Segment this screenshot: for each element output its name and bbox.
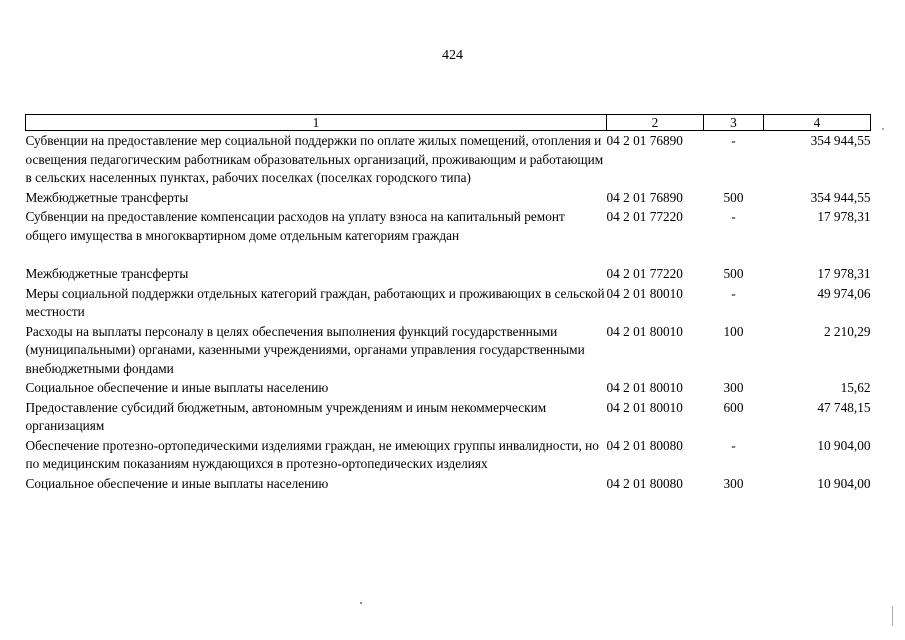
table-row — [26, 398, 871, 436]
row-type: 300 — [723, 475, 744, 491]
row-code: 04 2 01 80080 — [606, 437, 683, 453]
row-code: 04 2 01 80010 — [606, 323, 683, 339]
page-number: 424 — [442, 48, 463, 63]
row-name: Социальное обеспечение и иные выплаты населению — [25, 475, 329, 491]
row-type: 500 — [723, 189, 744, 205]
row-code: 04 2 01 77220 — [606, 266, 683, 281]
scan-speck — [882, 128, 884, 130]
row-name: Расходы на выплаты персоналу в целях обеспечения выполнения функций государственными (муниципальными) органами, казенными учреждениями, органами управления государственными внебюджетными фондами — [25, 323, 585, 376]
row-name: Межбюджетные трансферты — [25, 266, 189, 281]
row-type: 500 — [723, 266, 744, 281]
row-name: Обеспечение протезно-ортопедическими изделиями граждан, не имеющих группы инвалидности, но по медицинским показаниям нуждающихся в протезно-ортопедических изделиях — [25, 437, 599, 471]
row-amount: 354 944,55 — [810, 133, 871, 148]
row-type: - — [731, 437, 736, 453]
row-type: - — [731, 285, 736, 301]
row-name: Меры социальной поддержки отдельных категорий граждан, работающих и проживающих в сельской местности — [25, 285, 605, 319]
scan-speck — [360, 602, 362, 604]
row-code: 04 2 01 76890 — [606, 133, 683, 148]
column-header-2: 2 — [607, 115, 704, 131]
table-row — [26, 284, 871, 322]
row-type: - — [731, 133, 736, 148]
row-name: Предоставление субсидий бюджетным, автономным учреждениям и иным некоммерческим организациям — [25, 399, 547, 433]
row-amount: 2 210,29 — [823, 323, 871, 339]
row-amount: 47 748,15 — [817, 399, 871, 415]
table-row — [26, 378, 871, 398]
row-amount: 49 974,06 — [817, 285, 871, 301]
row-amount: 354 944,55 — [810, 189, 871, 205]
row-type: 600 — [723, 399, 744, 415]
row-amount: 10 904,00 — [817, 437, 871, 453]
row-name: Межбюджетные трансферты — [25, 189, 189, 205]
column-header-1: 1 — [26, 115, 607, 131]
table-row — [26, 188, 871, 208]
row-code: 04 2 01 80010 — [606, 285, 683, 301]
scan-edge-mark — [892, 606, 893, 626]
row-name: Социальное обеспечение и иные выплаты населению — [25, 380, 329, 395]
budget-table — [25, 114, 871, 493]
table-row — [26, 436, 871, 474]
row-code: 04 2 01 80010 — [606, 380, 683, 395]
table-row — [26, 131, 871, 188]
row-type: 300 — [723, 380, 744, 395]
column-header-4: 4 — [764, 115, 871, 131]
table-row — [26, 207, 871, 245]
row-amount: 10 904,00 — [817, 475, 871, 491]
row-type: - — [731, 209, 736, 224]
row-name: Субвенции на предоставление компенсации расходов на уплату взноса на капитальный ремонт общего имущества в многоквартирном доме отдельным категориям граждан — [25, 209, 565, 243]
row-amount: 17 978,31 — [817, 266, 871, 281]
row-code: 04 2 01 80010 — [606, 399, 683, 415]
table-row — [26, 245, 871, 284]
row-amount: 17 978,31 — [817, 209, 871, 224]
row-name: Субвенции на предоставление мер социальной поддержки по оплате жилых помещений, отопления и освещения педагогическим работникам образовательных организаций, проживающим и работающим в сельских населенных пунктах, рабочих поселках (поселках городского типа) — [25, 133, 604, 185]
row-code: 04 2 01 80080 — [606, 475, 683, 491]
row-code: 04 2 01 77220 — [606, 209, 683, 224]
table-row — [26, 322, 871, 379]
table-header-row — [26, 115, 871, 131]
row-amount: 15,62 — [840, 380, 871, 395]
table-row — [26, 474, 871, 494]
row-type: 100 — [723, 323, 744, 339]
column-header-3: 3 — [704, 115, 764, 131]
row-code: 04 2 01 76890 — [606, 189, 683, 205]
